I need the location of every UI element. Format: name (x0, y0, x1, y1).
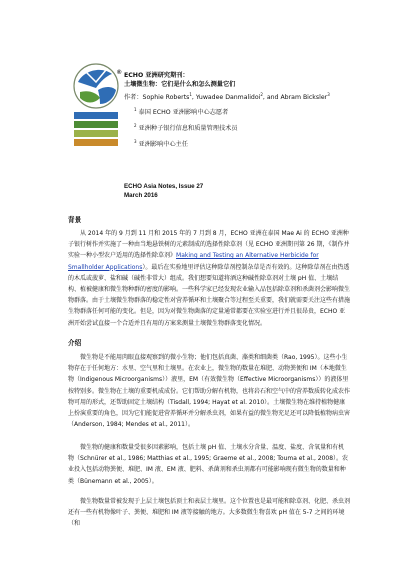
affiliation-3-num: 3 (134, 139, 137, 145)
issue-number: ECHO Asia Notes, Issue 27 (124, 183, 204, 190)
author-3: , and Abram Bicksler (262, 94, 328, 102)
author-1: 作者：Sophie Roberts (124, 94, 190, 102)
background-paragraph (68, 228, 350, 329)
herbicide-article-link[interactable]: Making and Testing an Alternative Herbicide for Smallholder Applications (68, 252, 319, 271)
issue-info (124, 182, 203, 201)
author-3-sup: 3 (327, 91, 330, 97)
issue-date: March 2016 (124, 192, 158, 200)
author-1-sup: 1 (189, 91, 192, 97)
affiliation-1-num: 1 (134, 107, 137, 113)
background-text-2: ）。最后在实验地里评估这种除草剂控制杂草是否有效的。这种除草剂在由热透的木瓜或菠萝、盐和碱（碱性非常大）组成。我们想要知道将酒这种碱性除草剂对土壤 pH 值、土壤结构、植被健康和微生物种群的密度的影响。一些科学家已经发现农业输入品包括除草剂和杀菌剂会影响微生物群落。由于土壤微生物群落的稳定性对营养循环和土壤聚合等过程至关重要，我们就需要关注这些有措施生物群落任何可能的变化。但是，因为对微生物菌落的定量通常都要在实验室进行并且很昂贵，ECHO 亚洲开始尝试直接一个合适并且有用的方案来测量土壤微生物群落变化情况。 (68, 263, 351, 327)
article-title: 土壤微生物：它们是什么和怎么测量它们 (124, 80, 236, 88)
intro-heading: 介绍 (68, 339, 82, 347)
author-2: , Yuwadee Danmalidoi (191, 94, 261, 102)
author-2-sup: 2 (260, 91, 263, 97)
journal-series: ECHO 亚洲研究期刊： (124, 72, 189, 79)
affiliation-1 (134, 107, 384, 118)
intro-paragraph-3: 微生物数量常被发现于上层土壤包括顶土和表层土壤里。这个位置也是最可能和除草剂、化肥、杀虫剂还有一些有机物像叶子、粪便、堆肥和 IM 液等接触的地方。大多数微生物喜欢 pH 值在 5-7 之间的环境（和 (68, 498, 351, 528)
background-text-1: 从 2014 年的 9 月到 11 月和 2015 年的 7 月到 8 月，ECHO 亚洲在泰国 Mae Ai 的 ECHO 亚洲种子银行树作并实施了一种由当地悬铁树的元素制成的选择性除草剂（见 ECHO 亚洲期刊第 26 期，《制作并实验一种小型农户适用的选择性除草剂》 (68, 230, 350, 260)
article-header (124, 72, 384, 155)
intro-paragraph-2: 微生物的健康和数量受很多因素影响，包括土壤 pH 值、土壤水分含量、温度、盐度、含氧量和有机物（Schnürer et al., 1986; Matthias et al., 1995; Graeme et al., 2008; Touma et al., 2008）。农业投入包括动物粪便、堆肥、IM 液、EM 液、肥料、杀菌剂和杀虫剂都有可能影响现有微生物的数量和种类（Bünemann et al., 2005）。 (68, 444, 349, 485)
affiliations (134, 107, 384, 150)
affiliation-3-text: 亚洲影响中心主任 (138, 141, 189, 149)
affiliation-2-text: 亚洲种子银行信息和质量管理技术员 (138, 125, 238, 133)
affiliation-2 (134, 123, 384, 134)
intro-paragraph-1: 微生物是不能用肉眼直接观察到的微小生物；他们包括真菌、藻类和细菌类（Rao, 1995）。这些小生物存在于任何地方：水里、空气里和土壤里。在农业上，微生物的数量在堆肥、动物粪便和 IM（本地微生物（Indigenous Microorganisms））液里，EM（有效微生物（Effective Microorganisms））的液体里按特别多。微生物在土壤的重要机成成份。它们帮助分解有机物，也将岩石和空气中的营养数质转化成农作物可用的形式，还帮助固定土壤结构（Tisdall, 1994; Hayat et al. 2010）。土壤微生物在维持植物健康上扮演重要的角色，因为它们能促进营养循环并分解杀虫剂，如果有益的微生物充足还可以降低植物病虫害（Anderson, 1984; Mendes et al., 2011）。 (68, 354, 351, 429)
affiliation-3 (134, 139, 384, 150)
affiliation-1-text: 泰国 ECHO 亚洲影响中心志愿者 (138, 109, 229, 117)
authors-line (124, 92, 384, 103)
affiliation-2-num: 2 (134, 123, 137, 129)
registered-mark-icon: ® (117, 70, 122, 76)
background-heading: 背景 (68, 216, 82, 224)
